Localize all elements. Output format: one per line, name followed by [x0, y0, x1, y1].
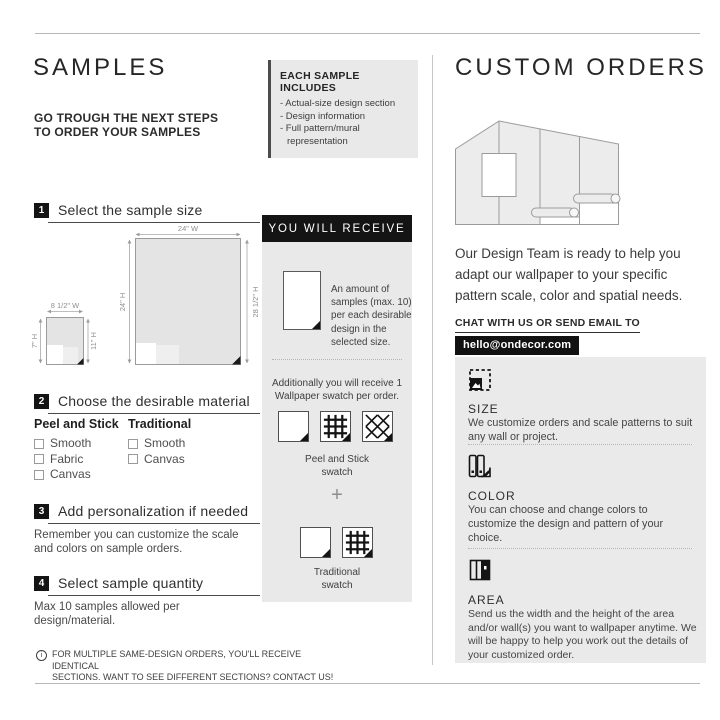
- grid-swatch-icon: [320, 411, 351, 442]
- material-option-label: Smooth: [144, 436, 186, 450]
- checkbox-traditional-canvas[interactable]: [128, 454, 138, 464]
- checkbox-peel-fabric[interactable]: [34, 454, 44, 464]
- each-sample-includes-box: [268, 60, 418, 158]
- small-sample-sheet: [47, 318, 84, 365]
- large-sample-sheet: [136, 239, 241, 365]
- area-feature-body: Send us the width and the height of the area and/or wall(s) you want to wallpaper anytime. We will be happy to help you work out the details of your customized order.: [468, 608, 697, 661]
- material-column-traditional: [128, 417, 191, 467]
- material-option-label: Smooth: [50, 436, 92, 450]
- footnote-line2: SECTIONS. WANT TO SEE DIFFERENT SECTIONS? CONTACT US!: [52, 672, 334, 682]
- wall-panels-icon: [468, 558, 492, 582]
- large-width-label: 24" W: [177, 224, 199, 233]
- you-will-receive-panel: [262, 215, 412, 602]
- design-team-intro: Our Design Team is ready to help you adapt our wallpaper to your specific pattern scale, color and spatial needs.: [455, 246, 683, 303]
- you-will-receive-banner: YOU WILL RECEIVE: [262, 215, 412, 242]
- includes-item: - Design information: [280, 110, 366, 122]
- large-left-height-label: 24" H: [118, 292, 127, 312]
- small-right-height-label: 11" H: [89, 332, 98, 350]
- step-3-number: 3: [34, 504, 49, 519]
- step-1-number: 1: [34, 203, 49, 218]
- includes-item: - Full pattern/mural representation: [280, 123, 360, 147]
- sample-size-diagram: [30, 222, 260, 368]
- material-header-peel-and-stick: Peel and Stick: [34, 417, 119, 431]
- material-column-peel-and-stick: [34, 417, 119, 483]
- small-width-label: 8 1/2" W: [50, 301, 80, 310]
- color-feature-title: COLOR: [468, 489, 516, 503]
- checkbox-traditional-smooth[interactable]: [128, 439, 138, 449]
- custom-orders-title: CUSTOM ORDERS: [455, 54, 707, 81]
- house-walls-diagram: [455, 118, 621, 226]
- top-divider: [35, 33, 700, 34]
- chat-with-us-label: CHAT WITH US OR SEND EMAIL TO: [455, 317, 640, 333]
- checkbox-peel-canvas[interactable]: [34, 470, 44, 480]
- samples-amount-note: An amount of samples (max. 10) per each desirable design in the selected size.: [331, 284, 412, 348]
- window: [482, 154, 516, 197]
- step-2-number: 2: [34, 394, 49, 409]
- step-1-header: [34, 202, 258, 218]
- step-3-header: [34, 503, 258, 519]
- step-2-label: Choose the desirable material: [58, 393, 250, 409]
- step-1-label: Select the sample size: [58, 202, 203, 218]
- material-option-canvas: [128, 452, 191, 468]
- material-option-smooth: [34, 436, 119, 452]
- material-option-label: Canvas: [50, 467, 91, 481]
- dotted-divider: [272, 359, 402, 360]
- footnote-text: [52, 649, 336, 684]
- includes-title: EACH SAMPLE INCLUDES: [280, 70, 360, 94]
- info-icon: i: [36, 650, 47, 661]
- step-4-description: Max 10 samples allowed per design/material.: [34, 601, 180, 627]
- samples-subtitle-line2: TO ORDER YOUR SAMPLES: [34, 124, 201, 139]
- step-3-description: Remember you can customize the scale and colors on sample orders.: [34, 529, 239, 555]
- size-feature-body: We customize orders and scale patterns to suit any wall or project.: [468, 417, 693, 443]
- peel-and-stick-swatch-row: [278, 411, 393, 442]
- step-4-number: 4: [34, 576, 49, 591]
- grid-swatch-icon: [342, 527, 373, 558]
- custom-order-features-panel: [455, 357, 706, 663]
- material-option-label: Canvas: [144, 451, 185, 466]
- small-left-height-label: 7" H: [30, 333, 39, 349]
- size-feature-title: SIZE: [468, 402, 499, 416]
- step-4-header: [34, 575, 258, 591]
- traditional-swatch-row: [300, 527, 373, 558]
- plain-swatch-icon: [278, 411, 309, 442]
- crosshatch-swatch-icon: [362, 411, 393, 442]
- additional-swatch-note: Additionally you will receive 1 Wallpaper swatch per order.: [271, 378, 403, 402]
- step-3-label: Add personalization if needed: [58, 503, 249, 519]
- color-feature-body: You can choose and change colors to customize the design and pattern of your choice.: [468, 504, 664, 544]
- color-swatches-icon: [468, 454, 492, 478]
- samples-subtitle: [34, 112, 218, 139]
- checkbox-peel-smooth[interactable]: [34, 439, 44, 449]
- traditional-swatch-label: Traditional swatch: [313, 567, 361, 591]
- material-option-label: Fabric: [50, 451, 84, 466]
- material-option-smooth: [128, 436, 191, 452]
- step-4-label: Select sample quantity: [58, 575, 204, 591]
- sample-sheet-icon: [283, 271, 321, 330]
- dotted-divider: [468, 444, 692, 445]
- large-right-height-label: 28 1/2" H: [251, 286, 260, 318]
- email-badge[interactable]: hello@ondecor.com: [455, 336, 579, 355]
- material-option-fabric: [34, 452, 119, 468]
- plus-sign: +: [331, 484, 343, 506]
- samples-title: SAMPLES: [33, 54, 168, 81]
- footnote-line1: FOR MULTIPLE SAME-DESIGN ORDERS, YOU'LL RECEIVE IDENTICAL: [52, 649, 302, 671]
- includes-item: - Actual-size design section: [280, 98, 396, 109]
- footnote: [36, 649, 336, 684]
- plain-swatch-icon: [300, 527, 331, 558]
- peel-and-stick-swatch-label: Peel and Stick swatch: [305, 454, 369, 478]
- samples-subtitle-line1: GO TROUGH THE NEXT STEPS: [34, 111, 219, 125]
- material-option-canvas: [34, 467, 119, 483]
- area-feature-title: AREA: [468, 593, 505, 607]
- dotted-divider: [468, 548, 692, 549]
- scale-image-icon: [468, 368, 492, 392]
- material-header-traditional: Traditional: [128, 417, 192, 431]
- column-divider: [432, 55, 433, 665]
- step-2-header: [34, 393, 258, 409]
